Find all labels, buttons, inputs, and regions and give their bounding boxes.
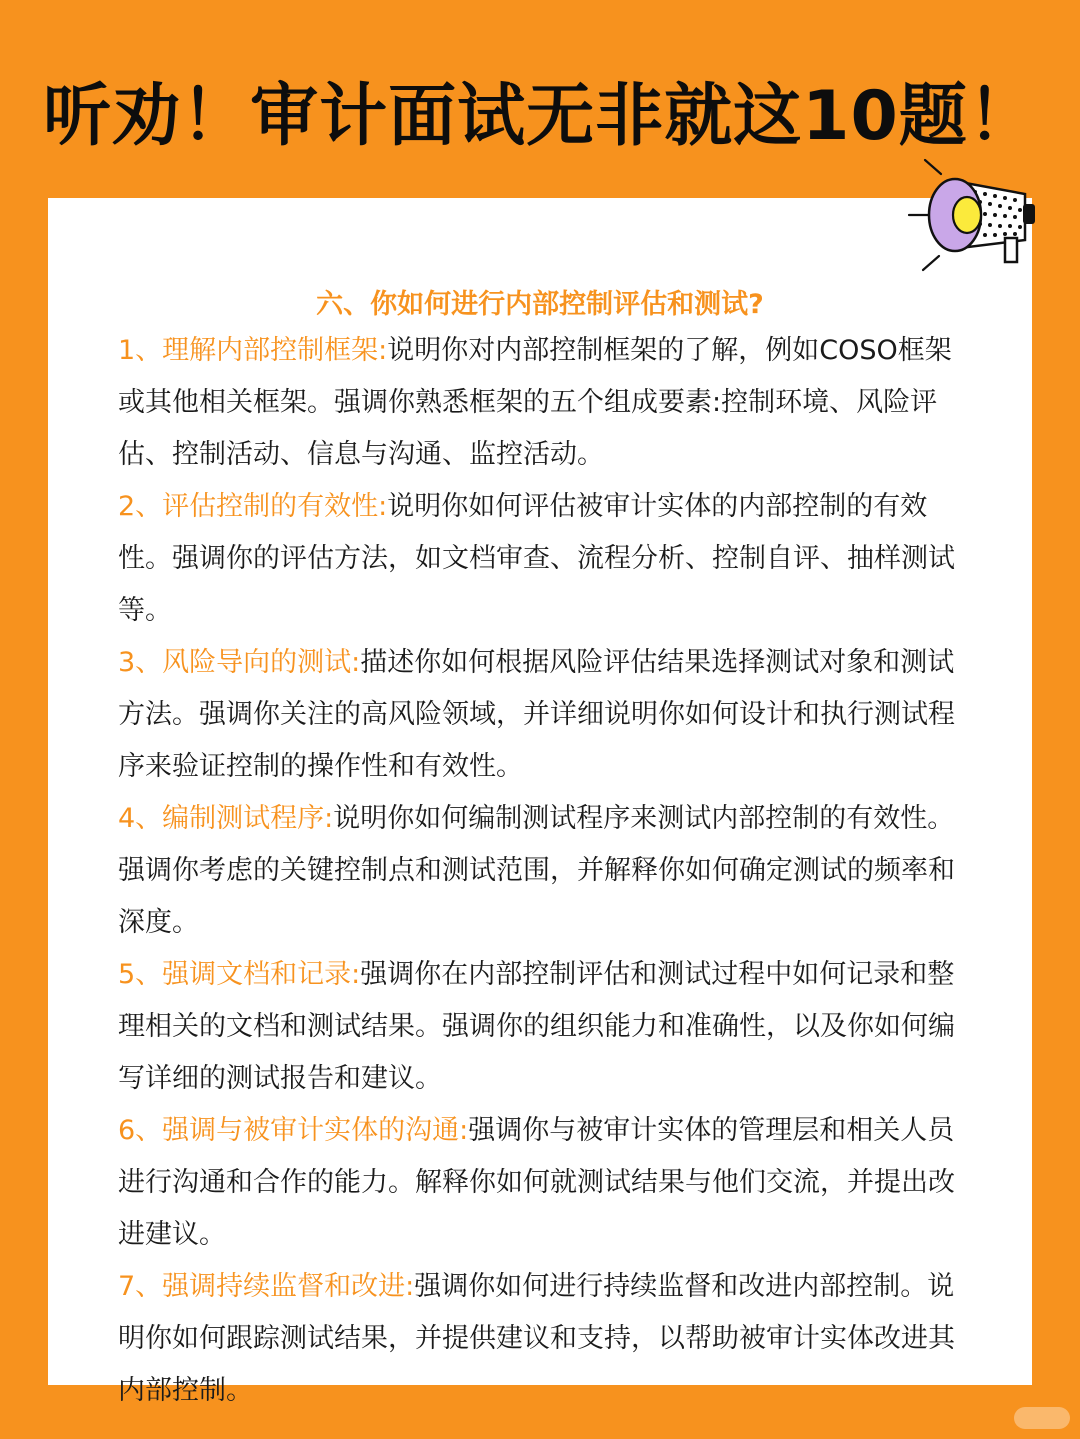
list-item bbox=[118, 637, 968, 793]
point-text: 强调你与被审计实体的管理层和相关人员进行沟通和合作的能力。解释你如何就测试结果与他们交流，并提出改进建议。 bbox=[118, 1115, 955, 1250]
list-item bbox=[118, 1105, 968, 1261]
megaphone-icon bbox=[905, 152, 1055, 277]
point-label: 2、评估控制的有效性: bbox=[118, 491, 388, 522]
section-heading: 六、你如何进行内部控制评估和测试? bbox=[316, 289, 764, 320]
list-item bbox=[118, 1261, 968, 1417]
watermark bbox=[1014, 1407, 1070, 1429]
point-label: 6、强调与被审计实体的沟通: bbox=[118, 1115, 469, 1146]
list-item bbox=[118, 793, 968, 949]
list-item bbox=[118, 325, 968, 481]
point-text: 说明你如何编制测试程序来测试内部控制的有效性。强调你考虑的关键控制点和测试范围，并解释你如何确定测试的频率和深度。 bbox=[118, 803, 955, 938]
point-label: 5、强调文档和记录: bbox=[118, 959, 361, 990]
list-item bbox=[118, 481, 968, 637]
point-text: 强调你如何进行持续监督和改进内部控制。说明你如何跟踪测试结果，并提供建议和支持，以帮助被审计实体改进其内部控制。 bbox=[118, 1271, 955, 1406]
points-list bbox=[118, 325, 968, 1417]
list-item bbox=[118, 949, 968, 1105]
point-label: 7、强调持续监督和改进: bbox=[118, 1271, 415, 1302]
point-label: 1、理解内部控制框架: bbox=[118, 335, 388, 366]
point-text: 强调你在内部控制评估和测试过程中如何记录和整理相关的文档和测试结果。强调你的组织能力和准确性，以及你如何编写详细的测试报告和建议。 bbox=[118, 959, 955, 1094]
page-title: 听劝！审计面试无非就这10题！ bbox=[43, 77, 1037, 156]
point-label: 3、风险导向的测试: bbox=[118, 647, 361, 678]
point-label: 4、编制测试程序: bbox=[118, 803, 334, 834]
point-text: 描述你如何根据风险评估结果选择测试对象和测试方法。强调你关注的高风险领域，并详细说明你如何设计和执行测试程序来验证控制的操作性和有效性。 bbox=[118, 647, 955, 782]
point-text: 说明你如何评估被审计实体的内部控制的有效性。强调你的评估方法，如文档审查、流程分析、控制自评、抽样测试等。 bbox=[118, 491, 955, 626]
point-text: 说明你对内部控制框架的了解，例如COSO框架或其他相关框架。强调你熟悉框架的五个组成要素:控制环境、风险评估、控制活动、信息与沟通、监控活动。 bbox=[118, 335, 952, 470]
